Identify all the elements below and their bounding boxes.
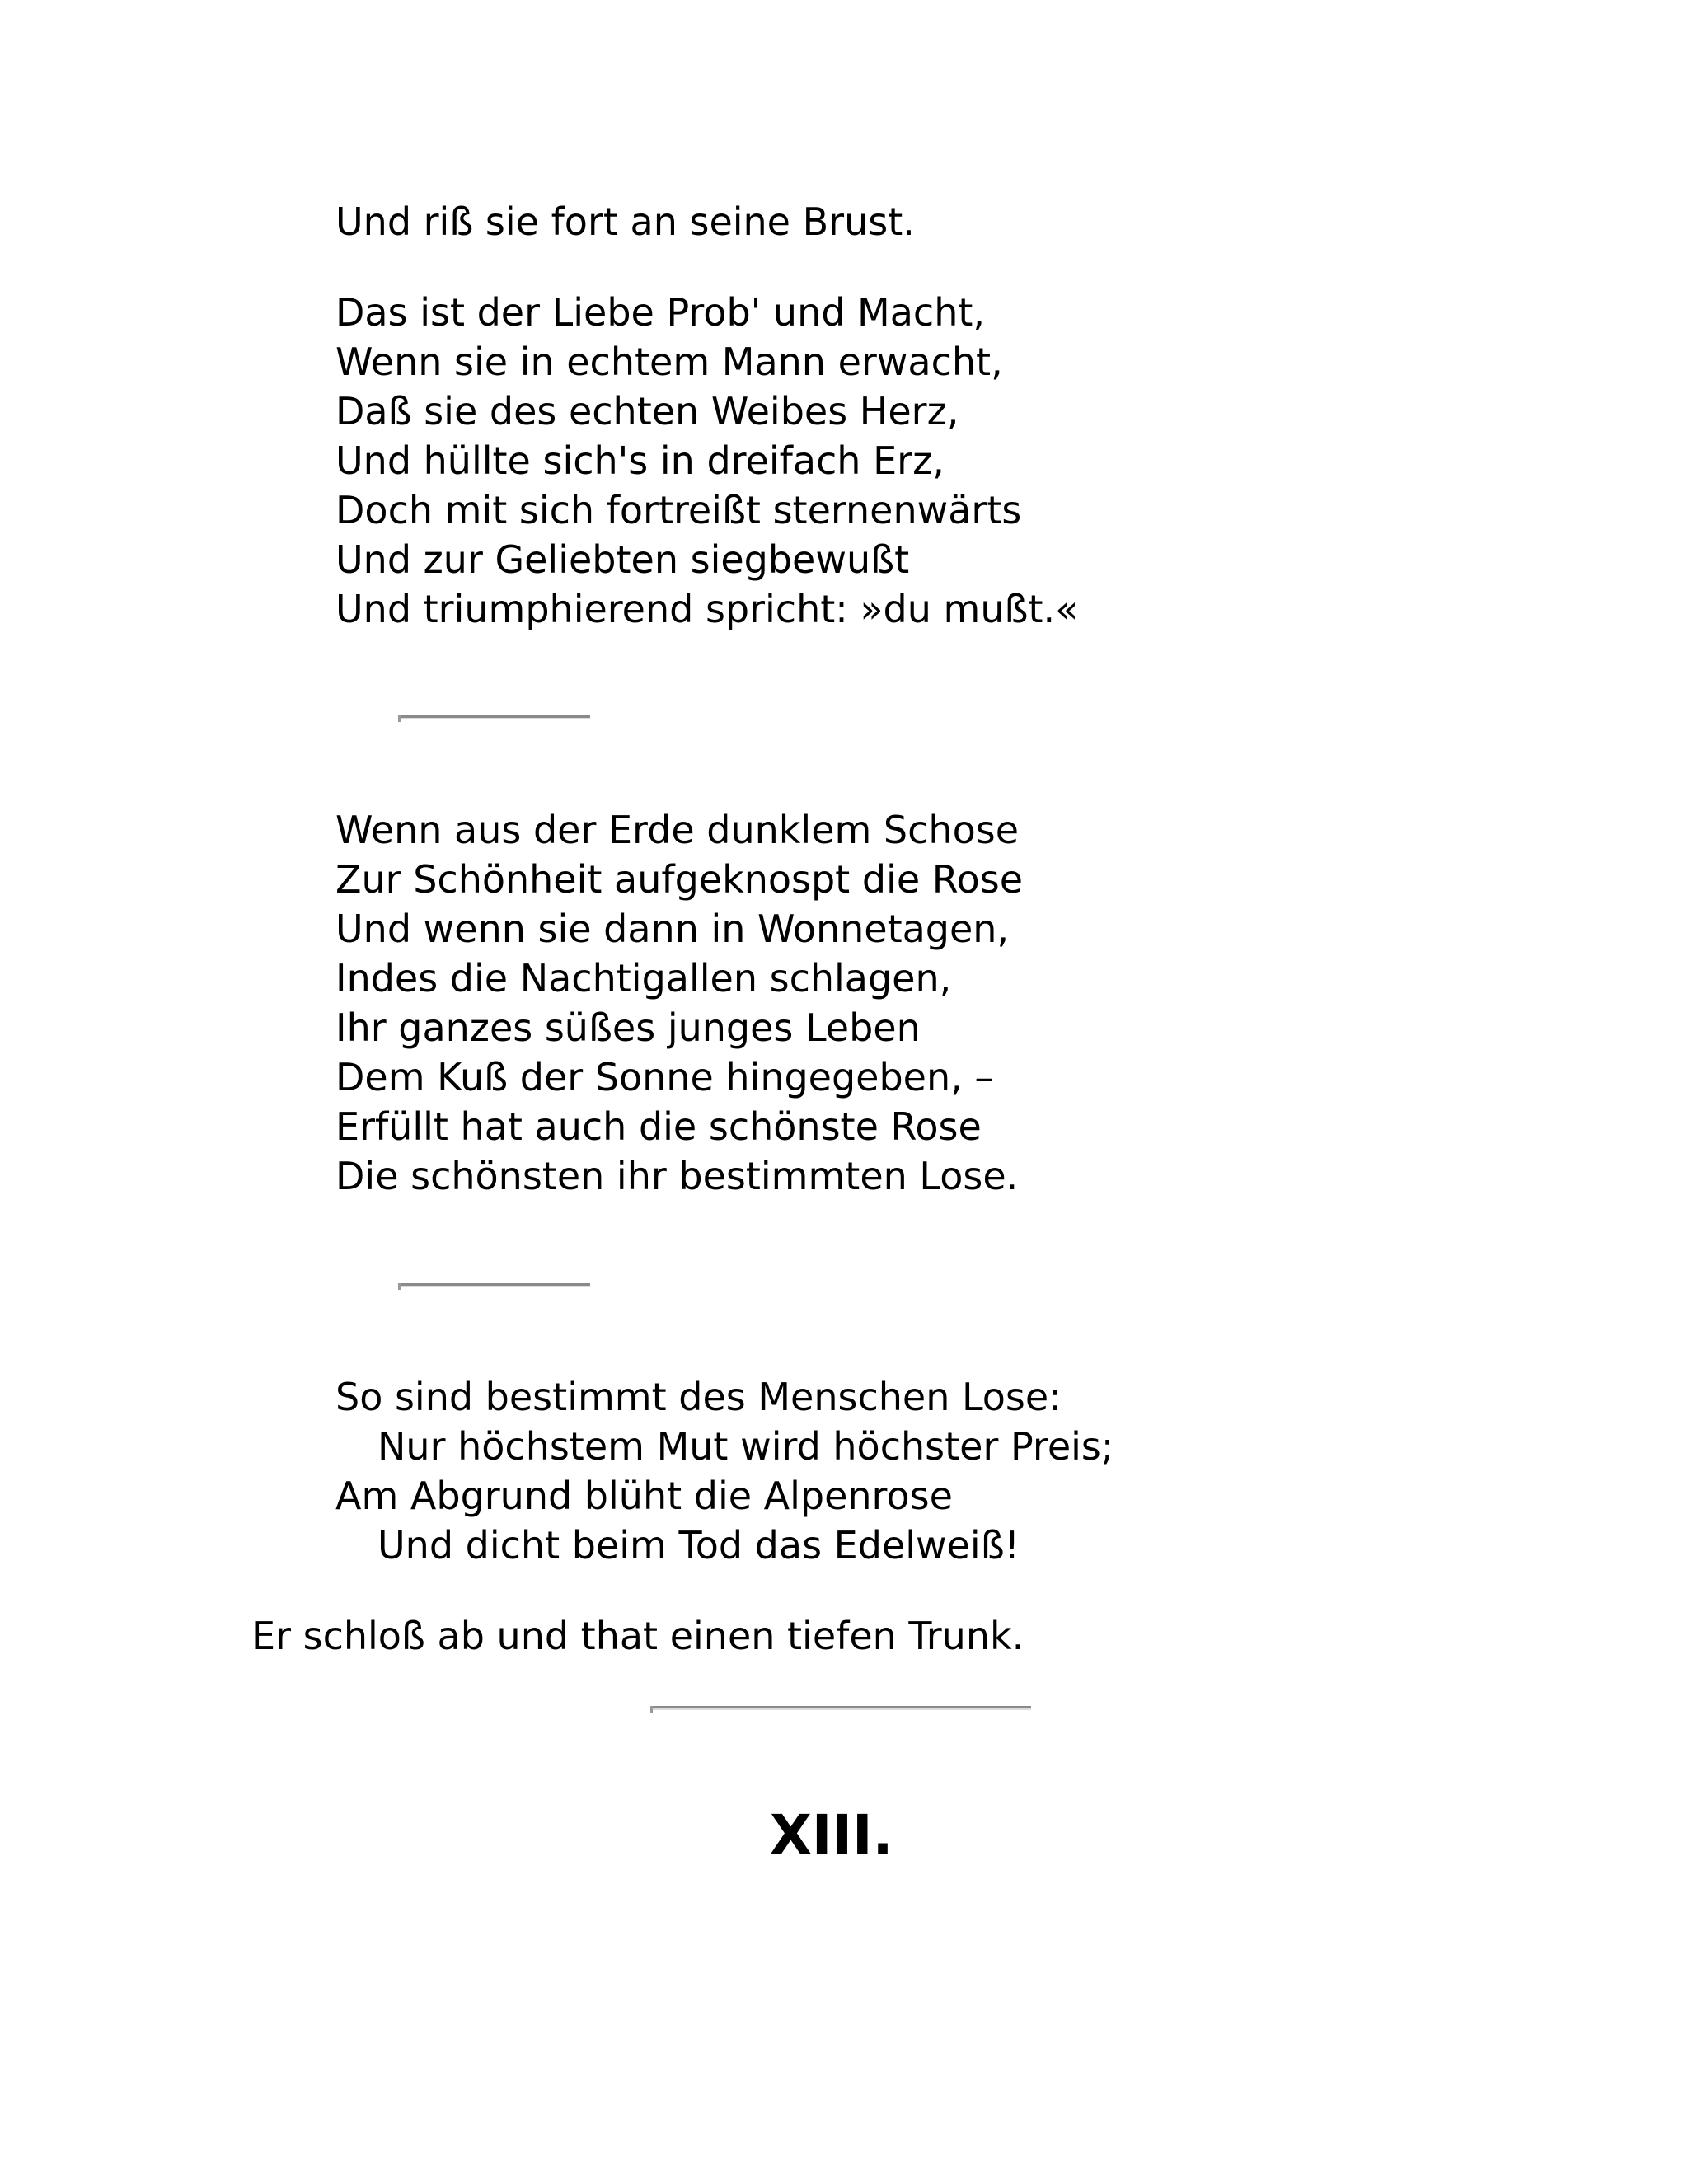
verse-line: Doch mit sich fortreißt sternenwärts	[335, 488, 1022, 532]
verse-line: Und zur Geliebten siegbewußt	[335, 537, 910, 582]
verse-line: Ihr ganzes süßes junges Leben	[335, 1005, 921, 1050]
verse-line: Dem Kuß der Sonne hingegeben, –	[335, 1055, 994, 1099]
verse-line: Wenn aus der Erde dunklem Schose	[335, 808, 1019, 852]
verse-line: Indes die Nachtigallen schlagen,	[335, 956, 952, 1001]
verse-line: So sind bestimmt des Menschen Lose:	[335, 1375, 1062, 1419]
chapter-divider	[650, 1706, 1031, 1710]
verse-line: Daß sie des echten Weibes Herz,	[335, 389, 959, 434]
verse-line-indented: Und dicht beim Tod das Edelweiß!	[377, 1523, 1020, 1568]
verse-line: Die schönsten ihr bestimmten Lose.	[335, 1154, 1019, 1198]
verse-line: Wenn sie in echtem Mann erwacht,	[335, 340, 1003, 384]
chapter-heading: XIII.	[770, 1803, 893, 1867]
prose-paragraph: Er schloß ab und that einen tiefen Trunk.	[251, 1614, 1025, 1658]
verse-line: Und wenn sie dann in Wonnetagen,	[335, 907, 1010, 951]
verse-line: Das ist der Liebe Prob' und Macht,	[335, 290, 986, 335]
section-divider	[398, 715, 590, 719]
section-divider	[398, 1283, 590, 1287]
verse-line: Und triumphierend spricht: »du mußt.«	[335, 587, 1079, 631]
verse-line: Und riß sie fort an seine Brust.	[335, 199, 915, 244]
verse-line: Zur Schönheit aufgeknospt die Rose	[335, 857, 1024, 902]
verse-line: Am Abgrund blüht die Alpenrose	[335, 1474, 953, 1518]
verse-line: Und hüllte sich's in dreifach Erz,	[335, 438, 945, 483]
verse-line-indented: Nur höchstem Mut wird höchster Preis;	[377, 1424, 1114, 1469]
verse-line: Erfüllt hat auch die schönste Rose	[335, 1104, 982, 1149]
